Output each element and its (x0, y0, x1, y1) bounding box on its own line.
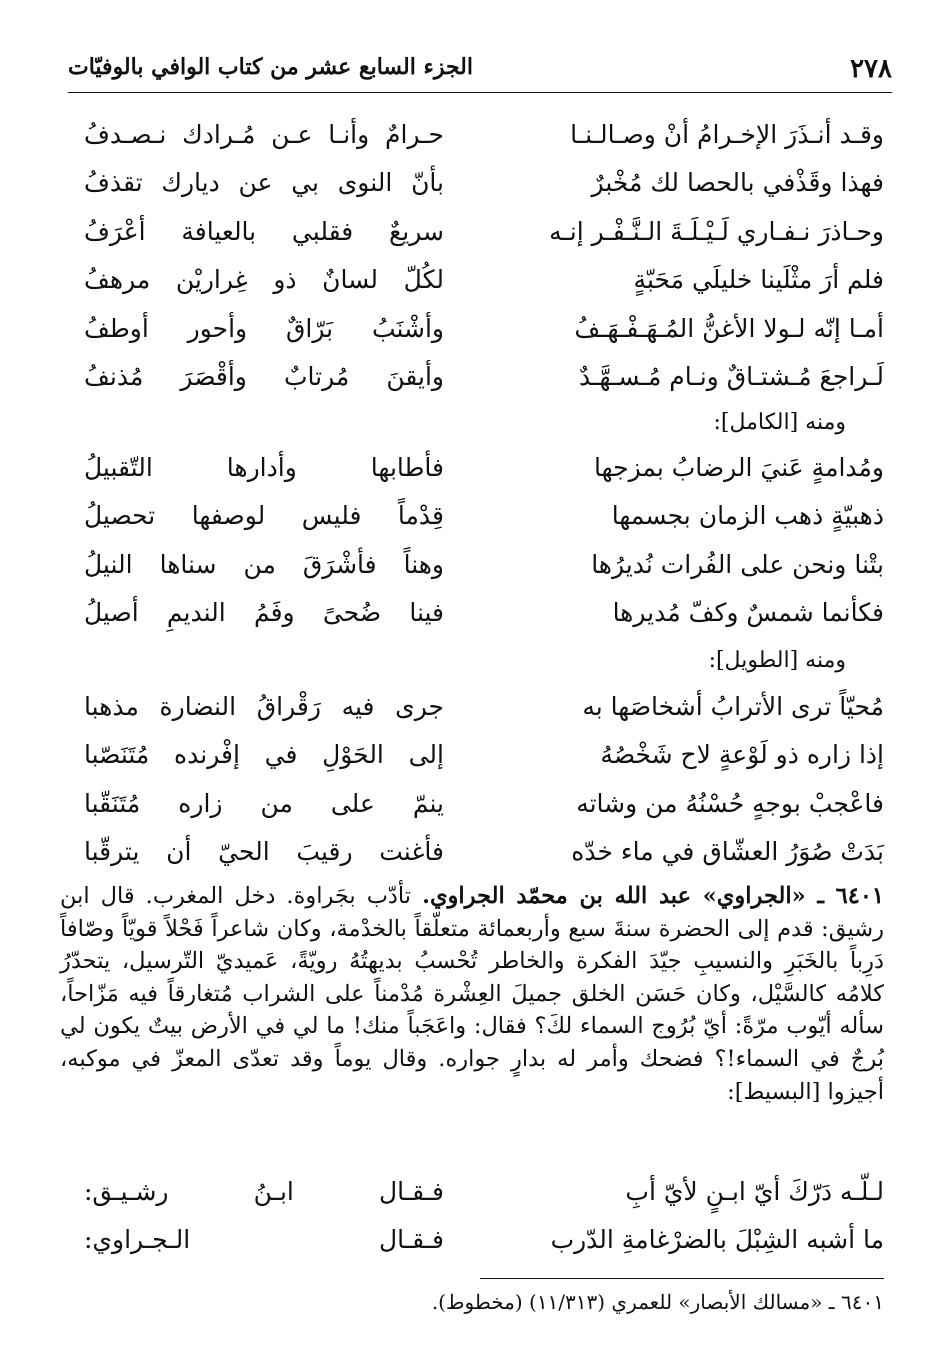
hemistich-first: ذهبيّةٍ ذهب الزمان بجسمها (611, 501, 884, 531)
verse (60, 779, 884, 828)
verse (60, 540, 884, 589)
hemistich-second: جرى فيه رَقْراقُ النضارة مذهبا (84, 691, 444, 721)
verse (60, 828, 884, 877)
hemistich-first: إذا زاره ذو لَوْعةٍ لاح شَخْصُهُ (600, 740, 884, 770)
hemistich-first: لـلّـه دَرّكَ أيّ ابـنٍ لأيّ أبِ (625, 1176, 884, 1206)
running-title: الجزء السابع عشر من كتاب الوافي بالوفيّات (68, 54, 473, 80)
meter-label-kamil: ومنه [الكامل]: (713, 410, 846, 435)
hemistich-first: فاعْجبْ بوجهٍ حُسْنُهُ من وشاته (576, 788, 884, 818)
verse (60, 256, 884, 305)
hemistich-first: ومُدامةٍ عَنيَ الرضابُ بمزجها (593, 452, 884, 482)
poem-2 (60, 443, 884, 637)
verse (60, 304, 884, 353)
hemistich-second: ينمّ على من زاره مُتَنَقّبا (84, 788, 444, 818)
hemistich-second: بأنّ النوى بي عن ديارك تقذفُ (84, 168, 444, 198)
poem-4 (60, 1167, 884, 1264)
hemistich-second: فينا ضُحىً وفَمُ النديمِ أصيلُ (84, 598, 444, 628)
hemistich-second: فـقـال ابـنُ رشـيـق: (84, 1176, 444, 1206)
footnote-divider (480, 1278, 884, 1279)
hemistich-first: وقـد أنـذَرَ الإخـرامُ أنْ وصـالـنـا (570, 119, 884, 149)
hemistich-second: فـقـال الـجـراوي: (84, 1225, 444, 1255)
entry-body: تأدّب بجَراوة. دخل المغرب. قال ابن رشيق: قدم إلى الحضرة سنةَ سبع وأربعمائة متعلّقاً بالخدْمة، وكان شاعراً فَحْلاً قويّاً وصّافاً دَرِباً بالخَبَرِ والنسيبِ جيّدَ الفكرة والخاطر تُحْسبُ بديهتُهُ رويّةً، عَميديّ التّرسيل، يتحدّرُ كلامُه كالسَّيْل، وكان حَسَن الخلق جميلَ العِشْرة مُدْمناً على الشراب مُتغارقاً فيه مَزّاحاً، سأله أيّوب مرّةً: أيّ بُرُوج السماء لكَ؟ فقال: واعَجَباً منك! ما لي في الأرض بيتٌ يكون لي بُرجٌ في السماء!؟ فضحك وأمر له بدارٍ جواره. وقال يوماً وقد تعدّى المعزّ في موكبه، أجيزوا [البسيط]: (60, 883, 884, 1105)
hemistich-second: قِدْماً فليس لوصفها تحصيلُ (84, 501, 444, 531)
verse (60, 1167, 884, 1216)
hemistich-second: فأطابها وأدارها التّقبيلُ (84, 452, 444, 482)
hemistich-first: فكأنما شمسٌ وكفّ مُديرها (612, 598, 884, 628)
meter-label-tawil: ومنه [الطويل]: (708, 648, 846, 673)
hemistich-second: لكُلّ لسانٌ ذو غِراريْن مرهفُ (84, 265, 444, 295)
verse (60, 731, 884, 780)
hemistich-first: أمـا إنّه لـولا الأغنُّ المُـهَـفْـهَـفُ (574, 313, 884, 343)
hemistich-first: فلم أرَ مثْلَينا خليلَي مَحَبّةٍ (633, 265, 884, 295)
verse (60, 492, 884, 541)
hemistich-first: وحـاذرَ نـفـاري لَـيْـلَـةَ الـنَّـفْـر إنـه (549, 216, 884, 246)
hemistich-first: بتْنا ونحن على الفُرات نُديرُها (591, 549, 884, 579)
hemistich-first: لَـراجعَ مُـشتـاقٌ ونـام مُـسـهَّـدٌ (579, 362, 884, 392)
verse (60, 589, 884, 638)
hemistich-second: وأشْنَبُ بَرّاقٌ وأحور أوطفُ (84, 313, 444, 343)
verse (60, 682, 884, 731)
hemistich-first: بَدَتْ صُوَرُ العشّاق في ماء خدّه (571, 837, 884, 867)
page-header (68, 48, 892, 93)
verse (60, 1216, 884, 1265)
hemistich-second: وأيقنَ مُرتابٌ وأقْصَرَ مُذنفُ (84, 362, 444, 392)
poem-1 (60, 110, 884, 401)
verse (60, 443, 884, 492)
hemistich-second: سريعٌ فقلبي بالعيافة أعْرَفُ (84, 216, 444, 246)
page-number: ٢٧٨ (850, 54, 892, 84)
entry-heading: ٦٤٠١ ـ «الجراوي» عبد الله بن محمّد الجراوي. (422, 883, 885, 909)
verse (60, 353, 884, 402)
hemistich-first: فهذا وقَذْفي بالحصا لك مُخْبرٌ (591, 168, 884, 198)
hemistich-second: إلى الحَوْلِ في إفْرنده مُتَنَصّبا (84, 740, 444, 770)
hemistich-second: حـرامٌ وأنـا عـن مُـرادك نـصـدفُ (84, 119, 444, 149)
hemistich-second: فأغنت رقيبَ الحيّ أن يترقّبا (84, 837, 444, 867)
hemistich-first: ما أشبه الشِبْلَ بالضرْغامةِ الدّرب (550, 1225, 884, 1255)
hemistich-second: وهناً فأشْرَقَ من سناها النيلُ (84, 549, 444, 579)
footnote: ٦٤٠١ ـ «مسالك الأبصار» للعمري (١١/٣١٣) (مخطوط). (431, 1290, 884, 1314)
verse (60, 207, 884, 256)
hemistich-first: مُحيّاً ترى الأترابُ أشخاصَها به (582, 691, 884, 721)
biography-entry (60, 880, 884, 1108)
verse (60, 110, 884, 159)
verse (60, 159, 884, 208)
poem-3 (60, 682, 884, 876)
